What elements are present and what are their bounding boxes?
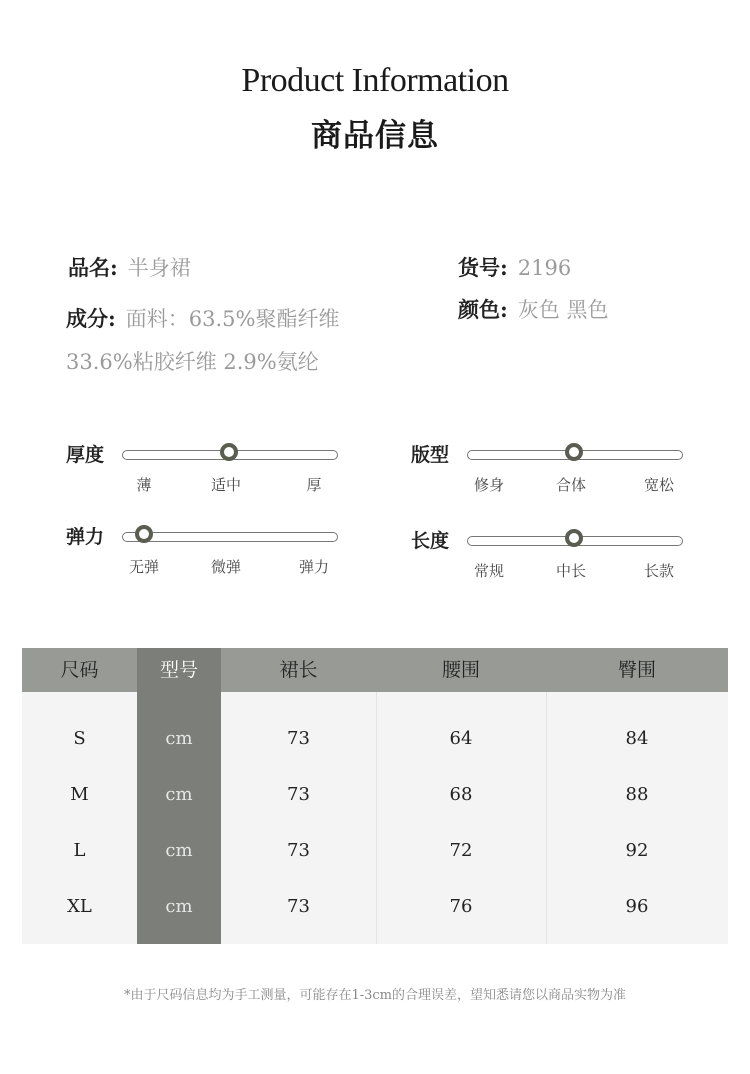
product-name-row (68, 252, 191, 282)
attribute-tick-high: 宽松 (643, 476, 675, 494)
cell-hip: 96 (625, 896, 649, 917)
attribute-knob (220, 443, 238, 461)
attribute-label: 厚度 (66, 444, 105, 466)
cell-waist: 64 (449, 728, 473, 749)
cell-skirt-length: 73 (287, 896, 310, 917)
cell-size: L (73, 840, 86, 861)
cell-size: XL (67, 896, 92, 917)
cell-type: cm (165, 840, 193, 861)
attribute-tick-mid: 微弹 (210, 558, 242, 576)
header-type: 型号 (159, 659, 198, 681)
attribute-tick-high: 弹力 (298, 558, 330, 576)
material-label: 成分: (66, 306, 116, 331)
attribute-label: 弹力 (66, 526, 105, 548)
color-label: 颜色: (458, 297, 508, 322)
color-row (458, 294, 608, 324)
sku-value: 2196 (517, 256, 572, 280)
cell-waist: 76 (449, 896, 473, 917)
title-chinese: 商品信息 (311, 118, 439, 154)
attribute-knob (565, 443, 583, 461)
cell-size: M (70, 784, 89, 805)
cell-type: cm (165, 784, 193, 805)
cell-waist: 68 (449, 784, 473, 805)
header-waist: 腰围 (441, 659, 480, 681)
cell-skirt-length: 73 (287, 728, 310, 749)
attribute-tick-mid: 适中 (210, 476, 242, 494)
cell-type: cm (165, 728, 193, 749)
attribute-thickness (66, 440, 386, 500)
product-name-label: 品名: (68, 255, 118, 280)
product-name-value: 半身裙 (127, 256, 191, 280)
sku-label: 货号: (458, 255, 508, 280)
attribute-elasticity (66, 522, 386, 582)
cell-hip: 92 (625, 840, 649, 861)
attribute-knob (135, 525, 153, 543)
attribute-tick-low: 常规 (473, 562, 505, 580)
header-skirt-length: 裙长 (279, 659, 318, 681)
size-table (22, 648, 728, 944)
header-size: 尺码 (60, 659, 99, 681)
attribute-label: 版型 (411, 444, 450, 466)
attribute-fit (411, 440, 731, 500)
attribute-track (122, 532, 338, 542)
attribute-knob (565, 529, 583, 547)
material-value: 面料：63.5%聚酯纤维 (125, 307, 340, 331)
cell-type: cm (165, 896, 193, 917)
attribute-tick-high: 厚 (306, 476, 322, 494)
material-value-continued: 33.6%粘胶纤维 2.9%氨纶 (66, 350, 319, 374)
attribute-tick-low: 无弹 (128, 558, 160, 576)
measurement-footnote: *由于尺码信息均为手工测量，可能存在1-3cm的合理误差，望知悉请您以商品实物为准 (123, 988, 627, 1003)
attribute-tick-mid: 中长 (555, 562, 587, 580)
cell-hip: 88 (625, 784, 649, 805)
title-english: Product Information (241, 62, 509, 99)
cell-skirt-length: 73 (287, 840, 310, 861)
cell-waist: 72 (449, 840, 473, 861)
material-row (66, 303, 339, 333)
attribute-label: 长度 (411, 530, 450, 552)
header-hip: 臀围 (617, 659, 656, 681)
attribute-tick-mid: 合体 (555, 476, 587, 494)
attribute-length (411, 526, 731, 586)
attribute-tick-low: 薄 (136, 476, 152, 494)
cell-skirt-length: 73 (287, 784, 310, 805)
sku-row (458, 252, 571, 282)
cell-hip: 84 (625, 728, 649, 749)
attribute-tick-high: 长款 (643, 562, 675, 580)
attribute-tick-low: 修身 (473, 476, 505, 494)
cell-size: S (73, 728, 86, 749)
color-value: 灰色 黑色 (517, 298, 609, 322)
